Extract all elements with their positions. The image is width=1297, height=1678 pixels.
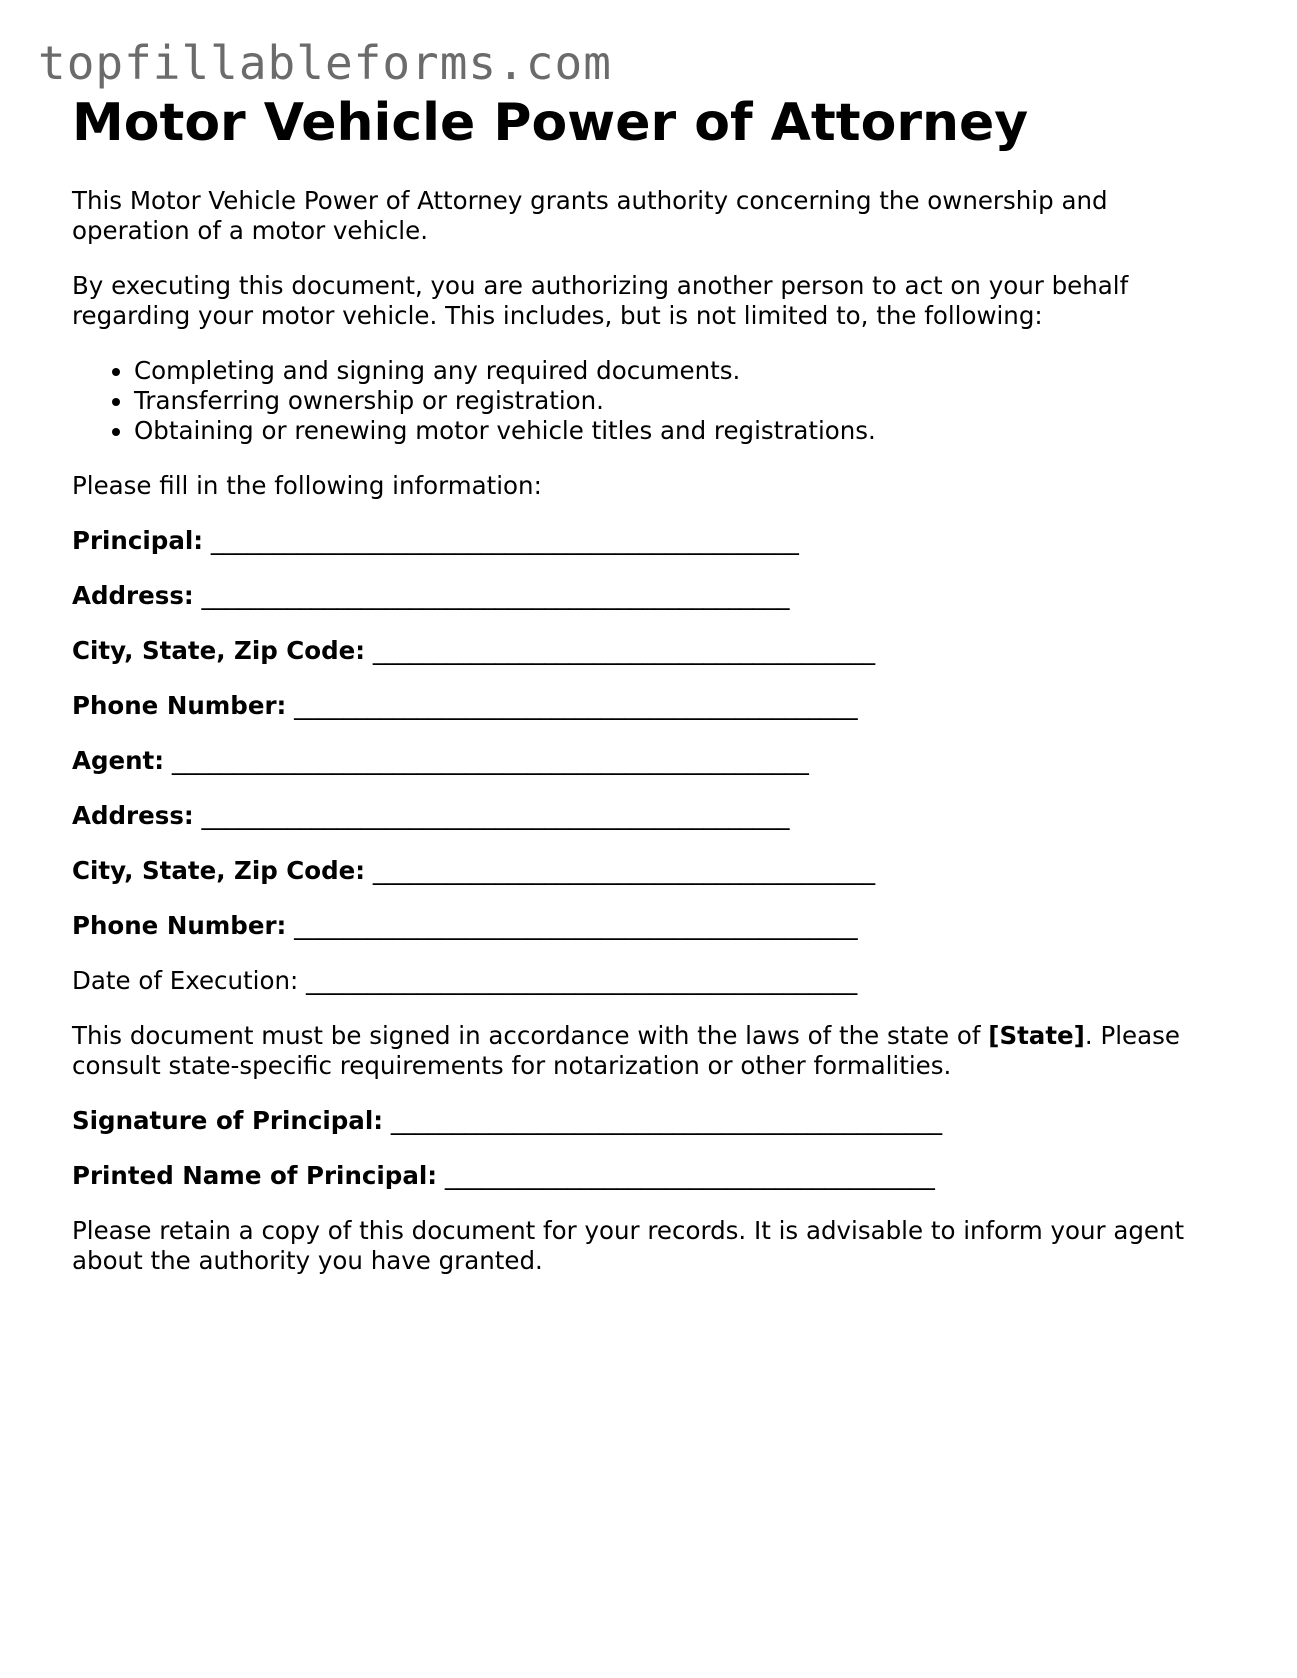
state-notice: [72, 1021, 1232, 1081]
agent-city-blank[interactable]: _________________________________________: [372, 856, 876, 885]
agent-phone-field: [72, 911, 1232, 941]
principal-phone-label: Phone Number:: [72, 691, 287, 720]
agent-label: Agent:: [72, 746, 165, 775]
principal-city-blank[interactable]: _________________________________________: [372, 636, 876, 665]
printed-name-blank[interactable]: ________________________________________: [444, 1161, 935, 1190]
printed-name-label: Printed Name of Principal:: [72, 1161, 438, 1190]
watermark: topfillableforms.com: [38, 36, 612, 90]
agent-phone-blank[interactable]: ______________________________________________: [294, 911, 858, 940]
intro-paragraph: This Motor Vehicle Power of Attorney grants authority concerning the ownership and operation of a motor vehicle.: [72, 186, 1108, 245]
principal-address-blank[interactable]: ________________________________________________: [201, 581, 790, 610]
agent-city-label: City, State, Zip Code:: [72, 856, 366, 885]
agent-field: [72, 746, 1232, 776]
principal-city-field: [72, 636, 1232, 666]
authorization-paragraph: By executing this document, you are authorizing another person to act on your behalf regarding your motor vehicle. This includes, but is not limited to, the following:: [72, 271, 1129, 330]
principal-address-field: [72, 581, 1232, 611]
state-notice-after: . Please consult state-specific requirements for notarization or other formalities.: [72, 1021, 1180, 1080]
printed-name-field: [72, 1161, 1232, 1191]
powers-list: [72, 356, 1232, 446]
agent-phone-label: Phone Number:: [72, 911, 287, 940]
list-item: • Completing and signing any required documents.: [134, 356, 1232, 386]
closing-paragraph: Please retain a copy of this document for your records. It is advisable to inform your agent about the authority you have granted.: [72, 1216, 1185, 1275]
principal-phone-field: [72, 691, 1232, 721]
list-item: • Obtaining or renewing motor vehicle titles and registrations.: [134, 416, 1232, 446]
principal-address-label: Address:: [72, 581, 194, 610]
document-page: [72, 92, 1232, 1276]
signature-blank[interactable]: _____________________________________________: [390, 1106, 943, 1135]
state-notice-before: This document must be signed in accordance with the laws of the state of: [72, 1021, 989, 1050]
signature-field: [72, 1106, 1232, 1136]
principal-blank[interactable]: ________________________________________________: [210, 526, 799, 555]
date-of-execution-blank[interactable]: _____________________________________________: [306, 966, 858, 995]
date-of-execution-field: [72, 966, 1232, 996]
state-placeholder: [State]: [988, 1021, 1085, 1050]
agent-address-blank[interactable]: ________________________________________________: [201, 801, 790, 830]
signature-label: Signature of Principal:: [72, 1106, 384, 1135]
agent-blank[interactable]: ____________________________________________________: [171, 746, 809, 775]
principal-city-label: City, State, Zip Code:: [72, 636, 366, 665]
document-title: Motor Vehicle Power of Attorney: [72, 93, 1029, 153]
agent-city-field: [72, 856, 1232, 886]
list-item: • Transferring ownership or registration.: [134, 386, 1232, 416]
date-of-execution-label: Date of Execution:: [72, 966, 299, 995]
agent-address-label: Address:: [72, 801, 194, 830]
principal-label: Principal:: [72, 526, 204, 555]
principal-field: [72, 526, 1232, 556]
fill-instruction: Please fill in the following information:: [72, 471, 542, 500]
agent-address-field: [72, 801, 1232, 831]
principal-phone-blank[interactable]: ______________________________________________: [294, 691, 858, 720]
